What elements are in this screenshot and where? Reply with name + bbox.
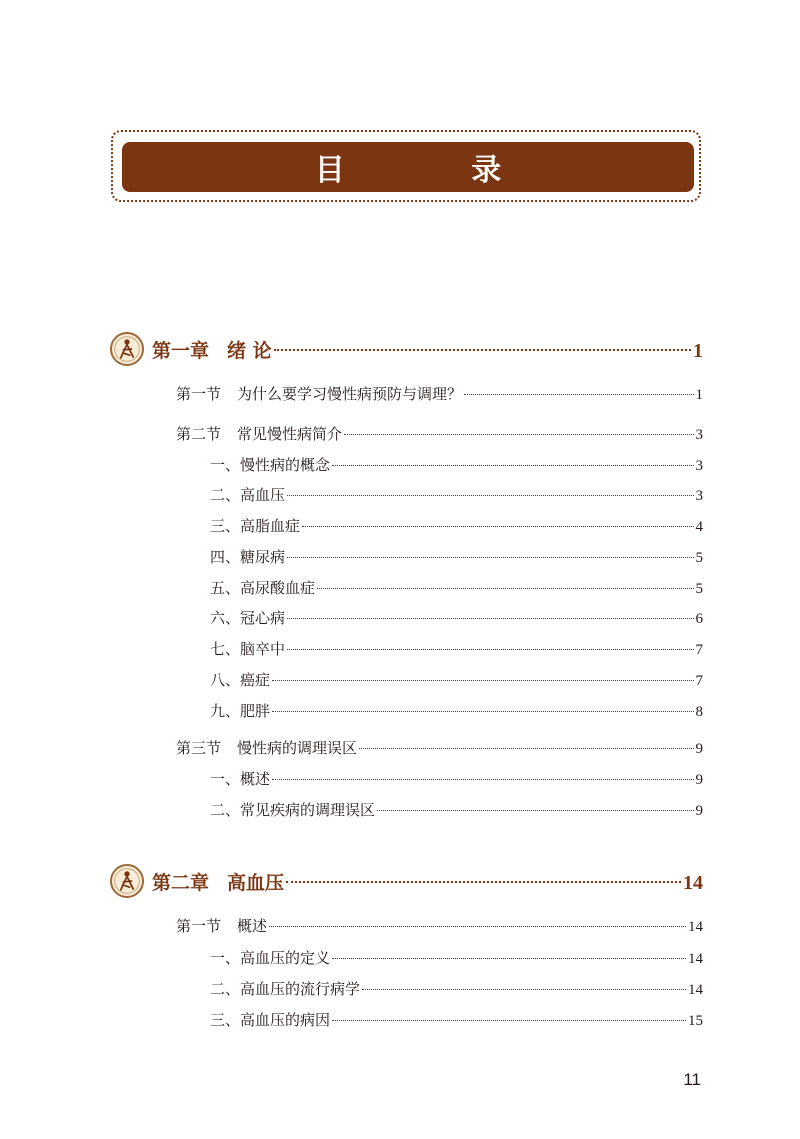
item-title: 九、肥胖 (210, 702, 271, 720)
chapter-title: 绪 论 (227, 340, 272, 362)
item-title: 一、高血压的定义 (210, 949, 331, 967)
dot-leader (272, 779, 693, 780)
item-title: 八、癌症 (210, 671, 271, 689)
section-page: 14 (688, 919, 703, 935)
toc-chapter-row[interactable] (152, 336, 703, 363)
item-title: 三、高血压的病因 (210, 1011, 331, 1029)
chapter-number: 第一章 (152, 340, 210, 362)
item-page: 7 (695, 642, 703, 658)
item-page: 5 (695, 550, 703, 566)
section-title: 概述 (237, 917, 268, 935)
item-page: 6 (695, 611, 703, 627)
section-title: 为什么要学习慢性病预防与调理？ (237, 385, 463, 403)
page-number: 11 (683, 1070, 701, 1089)
toc-section-row[interactable] (176, 915, 703, 936)
dot-leader (344, 434, 693, 435)
dot-leader (272, 711, 693, 712)
section-number: 第三节 (176, 739, 222, 757)
item-title: 一、概述 (210, 770, 271, 788)
section-title: 慢性病的调理误区 (237, 739, 358, 757)
dot-leader (359, 748, 693, 749)
dot-leader (287, 495, 693, 496)
toc-item-row[interactable] (210, 768, 703, 789)
toc-item-row[interactable] (210, 607, 703, 628)
toc-item-row[interactable] (210, 669, 703, 690)
page-title: 目 录 (314, 153, 560, 188)
dot-leader (464, 394, 693, 395)
dot-leader (269, 926, 686, 927)
item-page: 15 (688, 1013, 703, 1029)
section-number: 第二节 (176, 425, 222, 443)
dot-leader (286, 881, 681, 883)
dot-leader (287, 557, 693, 558)
toc-chapter-row[interactable] (152, 868, 703, 895)
item-page: 8 (695, 704, 703, 720)
chapter-title: 高血压 (227, 872, 285, 894)
toc-item-row[interactable] (210, 546, 703, 567)
section-title: 常见慢性病简介 (237, 425, 343, 443)
dot-leader (287, 618, 693, 619)
toc-item-row[interactable] (210, 1009, 703, 1030)
dot-leader (274, 349, 691, 351)
item-page: 3 (695, 488, 703, 504)
section-number: 第一节 (176, 917, 222, 935)
dot-leader (287, 649, 693, 650)
toc-section-row[interactable] (176, 423, 703, 444)
item-title: 三、高脂血症 (210, 517, 301, 535)
toc-item-row[interactable] (210, 978, 703, 999)
item-title: 四、糖尿病 (210, 548, 286, 566)
item-title: 一、慢性病的概念 (210, 456, 331, 474)
item-title: 二、常见疾病的调理误区 (210, 801, 376, 819)
chapter-number: 第二章 (152, 872, 210, 894)
item-title: 二、高血压 (210, 486, 286, 504)
item-page: 5 (695, 581, 703, 597)
dot-leader (302, 526, 693, 527)
section-number: 第一节 (176, 385, 222, 403)
toc-item-row[interactable] (210, 638, 703, 659)
dot-leader (332, 1020, 686, 1021)
dot-leader (332, 958, 686, 959)
item-title: 七、脑卒中 (210, 640, 286, 658)
toc-item-row[interactable] (210, 454, 703, 475)
item-page: 7 (695, 673, 703, 689)
toc-item-row[interactable] (210, 700, 703, 721)
dot-leader (317, 588, 693, 589)
item-page: 9 (695, 803, 703, 819)
item-title: 二、高血压的流行病学 (210, 980, 361, 998)
toc-item-row[interactable] (210, 799, 703, 820)
dot-leader (362, 989, 686, 990)
item-page: 14 (688, 982, 703, 998)
item-page: 3 (695, 458, 703, 474)
toc-item-row[interactable] (210, 577, 703, 598)
toc-item-row[interactable] (210, 947, 703, 968)
item-page: 14 (688, 951, 703, 967)
section-page: 1 (695, 387, 703, 403)
toc-item-row[interactable] (210, 484, 703, 505)
chapter-page: 14 (683, 872, 703, 894)
medallion-figure-icon (110, 864, 144, 898)
title-banner (122, 142, 694, 192)
dot-leader (332, 465, 693, 466)
section-page: 9 (695, 741, 703, 757)
item-title: 六、冠心病 (210, 609, 286, 627)
item-page: 9 (695, 772, 703, 788)
dot-leader (377, 810, 693, 811)
toc-section-row[interactable] (176, 737, 703, 758)
item-page: 4 (695, 519, 703, 535)
item-title: 五、高尿酸血症 (210, 579, 316, 597)
section-page: 3 (695, 427, 703, 443)
dot-leader (272, 680, 693, 681)
toc-item-row[interactable] (210, 515, 703, 536)
chapter-page: 1 (693, 340, 703, 362)
medallion-figure-icon (110, 332, 144, 366)
toc-section-row[interactable] (176, 383, 703, 404)
